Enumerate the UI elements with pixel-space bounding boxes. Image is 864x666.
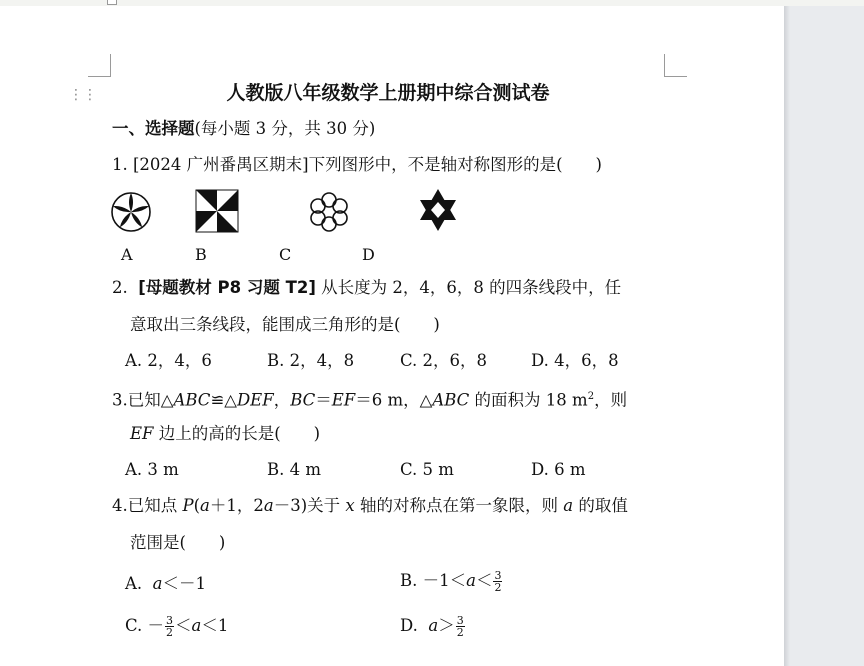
q4-var: x <box>345 496 355 515</box>
q3-text: ≌△ <box>210 390 237 410</box>
question-3-line2 <box>130 423 320 445</box>
question-stem-line1: 从长度为 2，4，6，8 的四条线段中，任 <box>315 278 622 297</box>
figure-label-c: C <box>279 245 292 264</box>
question-number: 1. <box>112 155 128 174</box>
q4-var: a <box>563 496 574 515</box>
q3-superscript: 2 <box>587 391 595 402</box>
option-label: A. <box>125 574 143 593</box>
q3-text: ＝ <box>315 390 332 410</box>
fraction-denominator: 2 <box>494 581 502 594</box>
q4-var: a <box>191 616 202 635</box>
question-4 <box>112 495 628 517</box>
option-label: D. <box>400 616 418 635</box>
document-title: 人教版八年级数学上册期中综合测试卷 <box>226 82 550 104</box>
q3-text: 的面积为 18 m <box>469 390 588 410</box>
fraction <box>493 570 502 593</box>
question-source: [2024 广州番禺区期末] <box>133 155 309 174</box>
question-2 <box>112 277 621 299</box>
q4-var: P <box>182 496 194 515</box>
fraction-denominator: 2 <box>166 626 174 639</box>
option-text: ＜－1 <box>162 574 207 593</box>
option-b: B. 2，4，8 <box>267 351 355 370</box>
question-number: 4. <box>112 496 128 515</box>
figure-label-a: A <box>121 245 133 264</box>
question-number: 3. <box>112 390 128 410</box>
square-pinwheel-figure-icon <box>195 189 239 233</box>
option-d: D. 4，6，8 <box>531 351 619 370</box>
fraction-numerator: 3 <box>166 614 174 627</box>
q3-var: BC <box>290 390 316 410</box>
q4-text: 轴的对称点在第一象限，则 <box>354 496 564 515</box>
option-label: C. － <box>125 616 165 635</box>
margin-corner-top-left <box>88 54 111 77</box>
option-b <box>400 570 503 593</box>
q4-text: 已知点 <box>127 496 183 515</box>
option-d <box>400 615 466 638</box>
section-heading-label: 一、选择题 <box>112 119 195 138</box>
q3-text: ，则 <box>594 390 628 410</box>
option-text: ＞ <box>438 616 455 635</box>
circle-pinwheel-figure-icon <box>110 191 152 233</box>
option-c <box>125 615 228 638</box>
option-label: B. －1＜ <box>400 571 467 590</box>
q3-var: EF <box>130 424 154 443</box>
q3-text: 边上的高的长是( ) <box>153 424 321 443</box>
question-3 <box>112 386 627 412</box>
fraction-numerator: 3 <box>456 614 464 627</box>
q4-var: a <box>263 496 274 515</box>
section-heading <box>112 118 375 140</box>
section-note: (每小题 3 分，共 30 分) <box>194 119 376 138</box>
fraction-denominator: 2 <box>456 626 464 639</box>
q3-var: ABC <box>432 390 470 410</box>
q3-var: DEF <box>236 390 274 410</box>
q4-var: a <box>466 571 476 590</box>
flower-rings-figure-icon <box>306 191 352 233</box>
question-1 <box>112 154 602 176</box>
document-page[interactable] <box>0 6 784 666</box>
q3-var: ABC <box>173 390 211 410</box>
q4-var: a <box>428 616 439 635</box>
question-4-line2: 范围是( ) <box>130 533 226 552</box>
page-shadow <box>784 6 790 666</box>
q4-text: 的取值 <box>573 496 628 515</box>
figure-label-b: B <box>195 245 207 264</box>
option-text: ＜ <box>475 571 493 590</box>
q4-text: ( <box>193 496 201 515</box>
q4-text: －3)关于 <box>273 496 346 515</box>
option-a <box>125 573 206 595</box>
option-b: B. 4 m <box>267 460 322 479</box>
drag-handle-icon[interactable]: ⋮⋮ <box>69 87 97 103</box>
q3-var: EF <box>331 390 356 410</box>
fraction <box>165 615 174 638</box>
q3-text: 已知△ <box>127 390 174 410</box>
ruler-marker[interactable] <box>107 0 117 5</box>
q4-var: a <box>200 496 210 515</box>
q4-text: ＋1，2 <box>209 496 264 515</box>
option-a: A. 2，4，6 <box>125 351 212 370</box>
question-2-line2: 意取出三条线段，能围成三角形的是( ) <box>130 315 440 334</box>
option-a: A. 3 m <box>125 460 179 479</box>
fraction <box>456 615 465 638</box>
q3-text: ＝6 m，△ <box>355 390 433 410</box>
figure-label-d: D <box>362 245 375 264</box>
option-d: D. 6 m <box>531 460 586 479</box>
question-source: [母题教材 P8 习题 T2] <box>138 278 316 297</box>
option-text: ＜ <box>175 616 192 635</box>
q3-text: ， <box>273 390 291 410</box>
question-stem: 下列图形中，不是轴对称图形的是( ) <box>308 155 602 174</box>
option-text: ＜1 <box>201 616 229 635</box>
question-number: 2. <box>112 278 128 297</box>
fraction-numerator: 3 <box>494 569 502 582</box>
option-c: C. 5 m <box>400 460 454 479</box>
six-point-star-figure-icon <box>417 187 459 233</box>
q4-var: a <box>152 574 163 593</box>
margin-corner-top-right <box>664 54 687 77</box>
option-c: C. 2，6，8 <box>400 351 488 370</box>
